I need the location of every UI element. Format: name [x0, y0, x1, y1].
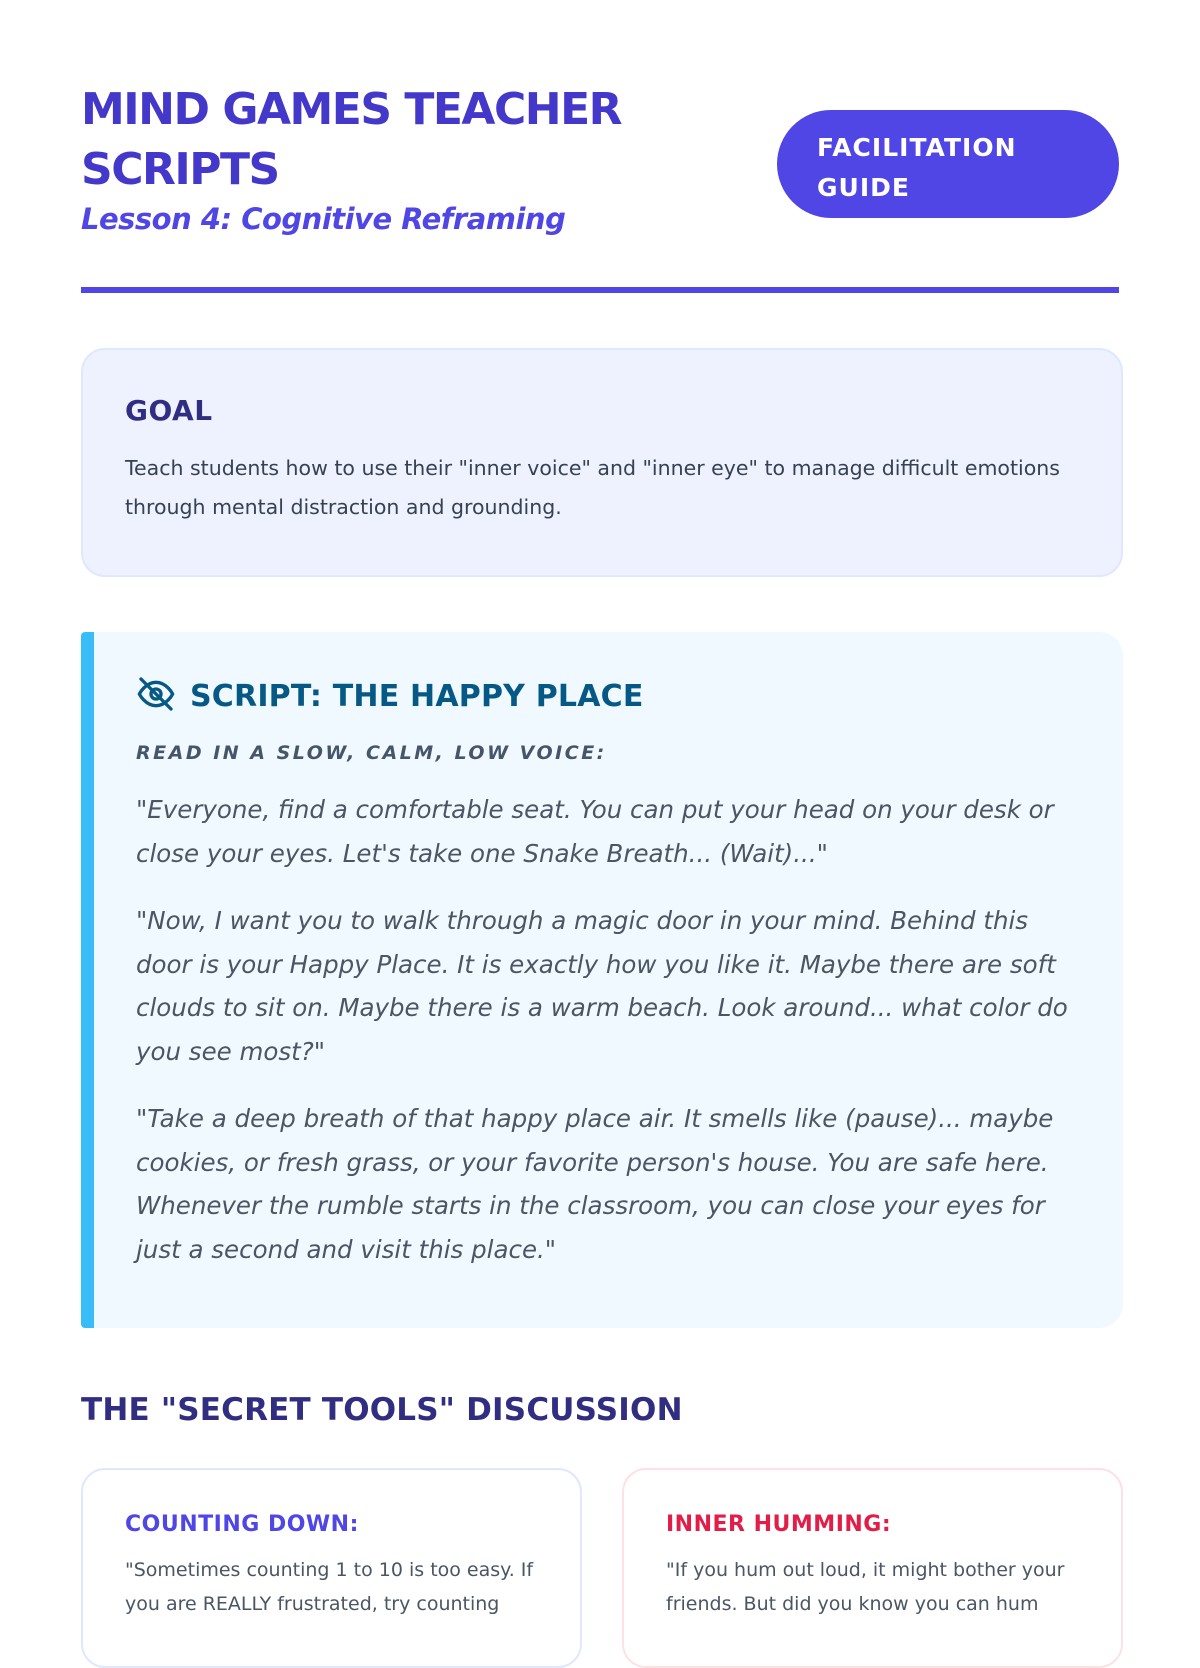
script-paragraph: "Take a deep breath of that happy place air. It smells like (pause)... maybe cookies, or fresh grass, or your favorite person's house. You are safe here. Whenever the rumble starts in the classroom, you can close your eyes for just a second and visit this place." — [136, 1104, 1054, 1264]
tool-card-text: "Sometimes counting 1 to 10 is too easy. If you are REALLY frustrated, try counting — [125, 1559, 534, 1615]
tool-card-text: "If you hum out loud, it might bother your friends. But did you know you can hum — [666, 1559, 1065, 1615]
script-paragraph: "Everyone, find a comfortable seat. You can put your head on your desk or close your eyes. Let's take one Snake Breath... (Wait)..." — [136, 795, 1054, 868]
script-paragraph: "Now, I want you to walk through a magic door in your mind. Behind this door is your Happy Place. It is exactly how you like it. Maybe there are soft clouds to sit on. Maybe there is a warm beach. Look around... what color do you see most?" — [136, 906, 1068, 1066]
script-heading: SCRIPT: THE HAPPY PLACE — [190, 678, 644, 714]
script-header — [136, 674, 1087, 718]
page-title: MIND GAMES TEACHER SCRIPTS — [81, 84, 622, 195]
tool-card-title: INNER HUMMING: — [666, 1512, 892, 1537]
tool-card-title: COUNTING DOWN: — [125, 1512, 359, 1537]
page-subtitle: Lesson 4: Cognitive Reframing — [81, 202, 566, 236]
goal-heading: GOAL — [125, 394, 213, 427]
facilitation-guide-badge: FACILITATION GUIDE — [777, 110, 1119, 218]
tool-card-counting-down — [81, 1468, 582, 1668]
header — [81, 0, 1119, 293]
tool-card-inner-humming — [622, 1468, 1123, 1668]
goal-card — [81, 348, 1123, 577]
goal-text: Teach students how to use their "inner voice" and "inner eye" to manage difficult emotions through mental distraction and grounding. — [125, 456, 1060, 519]
script-instruction: READ IN A SLOW, CALM, LOW VOICE: — [136, 742, 607, 764]
discussion-heading: THE "SECRET TOOLS" DISCUSSION — [81, 1392, 683, 1428]
eye-off-icon — [136, 674, 190, 718]
script-card — [81, 632, 1123, 1328]
